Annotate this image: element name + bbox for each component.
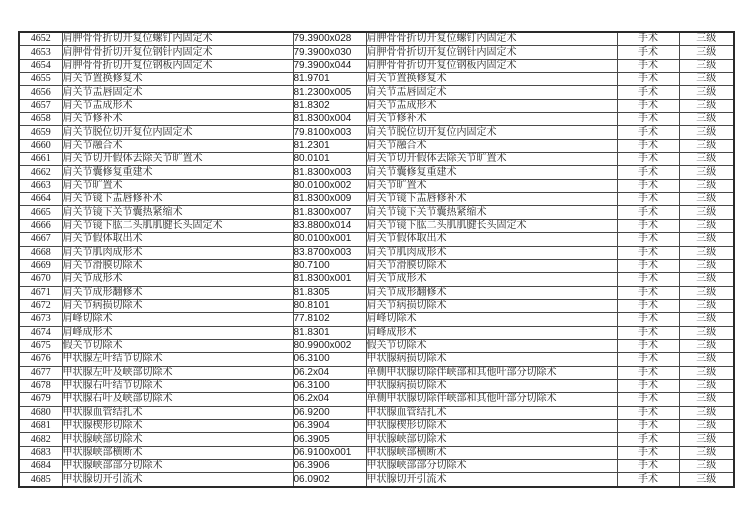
- table-row: [19, 460, 734, 473]
- grade-cell: 三级: [679, 446, 734, 459]
- category-cell: 手术: [617, 32, 679, 46]
- standard-name-cell: 肩关节盂唇固定术: [366, 86, 617, 99]
- category-cell: 手术: [617, 273, 679, 286]
- procedure-name-cell: 肩关节成形翻修术: [62, 286, 293, 299]
- icd9-code-cell: 06.3904: [293, 419, 366, 432]
- category-cell: 手术: [617, 393, 679, 406]
- category-cell: 手术: [617, 99, 679, 112]
- grade-cell: 三级: [679, 73, 734, 86]
- standard-name-cell: 甲状腺病损切除术: [366, 353, 617, 366]
- grade-cell: 三级: [679, 353, 734, 366]
- procedure-name-cell: 甲状腺右叶结节切除术: [62, 379, 293, 392]
- grade-cell: 三级: [679, 166, 734, 179]
- category-cell: 手术: [617, 139, 679, 152]
- procedure-name-cell: 肩关节盂唇固定术: [62, 86, 293, 99]
- standard-name-cell: 肩关节成形术: [366, 273, 617, 286]
- standard-name-cell: 肩关节肌肉成形术: [366, 246, 617, 259]
- table-row: [19, 313, 734, 326]
- icd9-code-cell: 81.8300x004: [293, 113, 366, 126]
- row-number-cell: 4657: [19, 99, 62, 112]
- procedure-name-cell: 肩胛骨骨折切开复位螺钉内固定术: [62, 32, 293, 46]
- table-row: [19, 366, 734, 379]
- row-number-cell: 4683: [19, 446, 62, 459]
- procedure-name-cell: 肩关节切开假体去除关节旷置术: [62, 153, 293, 166]
- row-number-cell: 4660: [19, 139, 62, 152]
- row-number-cell: 4655: [19, 73, 62, 86]
- row-number-cell: 4675: [19, 339, 62, 352]
- grade-cell: 三级: [679, 299, 734, 312]
- table-row: [19, 379, 734, 392]
- standard-name-cell: 肩关节镜下肱二头肌肌腱长头固定术: [366, 219, 617, 232]
- standard-name-cell: 甲状腺血管结扎术: [366, 406, 617, 419]
- row-number-cell: 4671: [19, 286, 62, 299]
- standard-name-cell: 肩关节病损切除术: [366, 299, 617, 312]
- category-cell: 手术: [617, 353, 679, 366]
- category-cell: 手术: [617, 339, 679, 352]
- procedure-name-cell: 肩关节滑膜切除术: [62, 259, 293, 272]
- table-row: [19, 166, 734, 179]
- icd9-code-cell: 81.2300x005: [293, 86, 366, 99]
- grade-cell: 三级: [679, 206, 734, 219]
- category-cell: 手术: [617, 206, 679, 219]
- standard-name-cell: 肩关节镜下盂唇修补术: [366, 193, 617, 206]
- grade-cell: 三级: [679, 433, 734, 446]
- standard-name-cell: 肩关节盂成形术: [366, 99, 617, 112]
- grade-cell: 三级: [679, 393, 734, 406]
- document-page: [18, 31, 735, 488]
- standard-name-cell: 肩关节旷置术: [366, 179, 617, 192]
- category-cell: 手术: [617, 299, 679, 312]
- grade-cell: 三级: [679, 286, 734, 299]
- category-cell: 手术: [617, 219, 679, 232]
- table-row: [19, 99, 734, 112]
- procedure-name-cell: 肩关节脱位切开复位内固定术: [62, 126, 293, 139]
- row-number-cell: 4668: [19, 246, 62, 259]
- icd9-code-cell: 06.3100: [293, 379, 366, 392]
- grade-cell: 三级: [679, 126, 734, 139]
- procedure-name-cell: 甲状腺左叶结节切除术: [62, 353, 293, 366]
- category-cell: 手术: [617, 126, 679, 139]
- icd9-code-cell: 83.8800x014: [293, 219, 366, 232]
- table-row: [19, 406, 734, 419]
- table-row: [19, 433, 734, 446]
- table-row: [19, 473, 734, 487]
- row-number-cell: 4679: [19, 393, 62, 406]
- procedure-name-cell: 肩关节镜下肱二头肌肌腱长头固定术: [62, 219, 293, 232]
- category-cell: 手术: [617, 419, 679, 432]
- category-cell: 手术: [617, 46, 679, 59]
- category-cell: 手术: [617, 233, 679, 246]
- standard-name-cell: 单侧甲状腺切除伴峡部和其他叶部分切除术: [366, 393, 617, 406]
- standard-name-cell: 肩关节假体取出术: [366, 233, 617, 246]
- table-row: [19, 59, 734, 72]
- grade-cell: 三级: [679, 59, 734, 72]
- standard-name-cell: 甲状腺切开引流术: [366, 473, 617, 487]
- procedure-name-cell: 肩关节镜下盂唇修补术: [62, 193, 293, 206]
- standard-name-cell: 肩胛骨骨折切开复位钢针内固定术: [366, 46, 617, 59]
- icd9-code-cell: 06.3100: [293, 353, 366, 366]
- icd9-code-cell: 81.8302: [293, 99, 366, 112]
- standard-name-cell: 甲状腺峡部切除术: [366, 433, 617, 446]
- icd9-code-cell: 81.8300x003: [293, 166, 366, 179]
- row-number-cell: 4685: [19, 473, 62, 487]
- table-row: [19, 46, 734, 59]
- grade-cell: 三级: [679, 113, 734, 126]
- standard-name-cell: 肩关节切开假体去除关节旷置术: [366, 153, 617, 166]
- icd9-code-cell: 81.8301: [293, 326, 366, 339]
- procedure-name-cell: 肩关节旷置术: [62, 179, 293, 192]
- table-row: [19, 299, 734, 312]
- icd9-code-cell: 81.9701: [293, 73, 366, 86]
- standard-name-cell: 肩胛骨骨折切开复位螺钉内固定术: [366, 32, 617, 46]
- grade-cell: 三级: [679, 259, 734, 272]
- table-row: [19, 353, 734, 366]
- procedure-name-cell: 肩关节病损切除术: [62, 299, 293, 312]
- icd9-code-cell: 80.0100x001: [293, 233, 366, 246]
- grade-cell: 三级: [679, 246, 734, 259]
- procedure-name-cell: 甲状腺切开引流术: [62, 473, 293, 487]
- row-number-cell: 4654: [19, 59, 62, 72]
- grade-cell: 三级: [679, 379, 734, 392]
- table-row: [19, 273, 734, 286]
- table-row: [19, 179, 734, 192]
- icd9-code-cell: 79.3900x028: [293, 32, 366, 46]
- category-cell: 手术: [617, 246, 679, 259]
- icd9-code-cell: 80.9900x002: [293, 339, 366, 352]
- table-body: [19, 32, 734, 487]
- table-row: [19, 259, 734, 272]
- icd9-code-cell: 81.8300x009: [293, 193, 366, 206]
- standard-name-cell: 甲状腺峡部部分切除术: [366, 460, 617, 473]
- row-number-cell: 4658: [19, 113, 62, 126]
- icd9-code-cell: 83.8700x003: [293, 246, 366, 259]
- table-row: [19, 393, 734, 406]
- row-number-cell: 4664: [19, 193, 62, 206]
- row-number-cell: 4684: [19, 460, 62, 473]
- row-number-cell: 4680: [19, 406, 62, 419]
- icd9-code-cell: 06.9100x001: [293, 446, 366, 459]
- procedure-name-cell: 甲状腺右叶及峡部切除术: [62, 393, 293, 406]
- row-number-cell: 4682: [19, 433, 62, 446]
- row-number-cell: 4659: [19, 126, 62, 139]
- table-row: [19, 446, 734, 459]
- row-number-cell: 4666: [19, 219, 62, 232]
- category-cell: 手术: [617, 286, 679, 299]
- grade-cell: 三级: [679, 419, 734, 432]
- procedure-name-cell: 肩胛骨骨折切开复位钢板内固定术: [62, 59, 293, 72]
- standard-name-cell: 假关节切除术: [366, 339, 617, 352]
- table-row: [19, 113, 734, 126]
- grade-cell: 三级: [679, 233, 734, 246]
- procedure-name-cell: 肩关节融合术: [62, 139, 293, 152]
- table-row: [19, 86, 734, 99]
- icd9-code-cell: 06.3906: [293, 460, 366, 473]
- procedure-name-cell: 肩胛骨骨折切开复位钢针内固定术: [62, 46, 293, 59]
- icd9-code-cell: 06.0902: [293, 473, 366, 487]
- icd9-code-cell: 06.9200: [293, 406, 366, 419]
- procedure-name-cell: 肩关节置换修复术: [62, 73, 293, 86]
- table-row: [19, 339, 734, 352]
- grade-cell: 三级: [679, 339, 734, 352]
- icd9-code-cell: 06.2x04: [293, 393, 366, 406]
- table-row: [19, 326, 734, 339]
- icd9-code-cell: 77.8102: [293, 313, 366, 326]
- standard-name-cell: 肩关节成形翻修术: [366, 286, 617, 299]
- standard-name-cell: 肩关节修补术: [366, 113, 617, 126]
- grade-cell: 三级: [679, 139, 734, 152]
- table-row: [19, 286, 734, 299]
- procedure-name-cell: 肩关节囊修复重建术: [62, 166, 293, 179]
- row-number-cell: 4662: [19, 166, 62, 179]
- grade-cell: 三级: [679, 32, 734, 46]
- category-cell: 手术: [617, 113, 679, 126]
- procedure-name-cell: 甲状腺峡部部分切除术: [62, 460, 293, 473]
- procedure-name-cell: 肩关节盂成形术: [62, 99, 293, 112]
- category-cell: 手术: [617, 326, 679, 339]
- procedure-name-cell: 肩峰成形术: [62, 326, 293, 339]
- standard-name-cell: 肩关节囊修复重建术: [366, 166, 617, 179]
- standard-name-cell: 甲状腺楔形切除术: [366, 419, 617, 432]
- icd9-code-cell: 06.2x04: [293, 366, 366, 379]
- table-row: [19, 139, 734, 152]
- grade-cell: 三级: [679, 366, 734, 379]
- icd9-code-cell: 80.8101: [293, 299, 366, 312]
- category-cell: 手术: [617, 473, 679, 487]
- category-cell: 手术: [617, 166, 679, 179]
- standard-name-cell: 肩胛骨骨折切开复位钢板内固定术: [366, 59, 617, 72]
- grade-cell: 三级: [679, 46, 734, 59]
- icd9-code-cell: 06.3905: [293, 433, 366, 446]
- standard-name-cell: 肩关节脱位切开复位内固定术: [366, 126, 617, 139]
- procedure-name-cell: 肩关节成形术: [62, 273, 293, 286]
- standard-name-cell: 单侧甲状腺切除伴峡部和其他叶部分切除术: [366, 366, 617, 379]
- grade-cell: 三级: [679, 273, 734, 286]
- icd9-code-cell: 79.8100x003: [293, 126, 366, 139]
- category-cell: 手术: [617, 179, 679, 192]
- grade-cell: 三级: [679, 313, 734, 326]
- standard-name-cell: 甲状腺病损切除术: [366, 379, 617, 392]
- standard-name-cell: 肩关节置换修复术: [366, 73, 617, 86]
- category-cell: 手术: [617, 259, 679, 272]
- category-cell: 手术: [617, 379, 679, 392]
- procedure-name-cell: 甲状腺峡部切除术: [62, 433, 293, 446]
- table-row: [19, 73, 734, 86]
- icd9-code-cell: 81.8300x001: [293, 273, 366, 286]
- table-row: [19, 206, 734, 219]
- grade-cell: 三级: [679, 99, 734, 112]
- table-row: [19, 32, 734, 46]
- procedure-name-cell: 肩关节肌肉成形术: [62, 246, 293, 259]
- category-cell: 手术: [617, 59, 679, 72]
- procedure-name-cell: 甲状腺血管结扎术: [62, 406, 293, 419]
- row-number-cell: 4667: [19, 233, 62, 246]
- standard-name-cell: 肩关节镜下关节囊热紧缩术: [366, 206, 617, 219]
- icd9-code-cell: 81.8305: [293, 286, 366, 299]
- grade-cell: 三级: [679, 193, 734, 206]
- procedure-name-cell: 甲状腺左叶及峡部切除术: [62, 366, 293, 379]
- procedure-name-cell: 肩关节假体取出术: [62, 233, 293, 246]
- category-cell: 手术: [617, 313, 679, 326]
- grade-cell: 三级: [679, 153, 734, 166]
- row-number-cell: 4665: [19, 206, 62, 219]
- row-number-cell: 4661: [19, 153, 62, 166]
- icd9-code-cell: 80.7100: [293, 259, 366, 272]
- category-cell: 手术: [617, 366, 679, 379]
- row-number-cell: 4656: [19, 86, 62, 99]
- row-number-cell: 4674: [19, 326, 62, 339]
- row-number-cell: 4677: [19, 366, 62, 379]
- icd9-code-cell: 81.2301: [293, 139, 366, 152]
- table-row: [19, 246, 734, 259]
- grade-cell: 三级: [679, 179, 734, 192]
- icd9-code-cell: 80.0101: [293, 153, 366, 166]
- standard-name-cell: 甲状腺峡部横断术: [366, 446, 617, 459]
- grade-cell: 三级: [679, 460, 734, 473]
- row-number-cell: 4652: [19, 32, 62, 46]
- table-row: [19, 153, 734, 166]
- grade-cell: 三级: [679, 326, 734, 339]
- table-row: [19, 219, 734, 232]
- icd9-code-cell: 79.3900x044: [293, 59, 366, 72]
- category-cell: 手术: [617, 86, 679, 99]
- row-number-cell: 4673: [19, 313, 62, 326]
- procedure-name-cell: 甲状腺楔形切除术: [62, 419, 293, 432]
- icd9-code-cell: 81.8300x007: [293, 206, 366, 219]
- procedure-name-cell: 假关节切除术: [62, 339, 293, 352]
- row-number-cell: 4670: [19, 273, 62, 286]
- procedure-name-cell: 肩关节修补术: [62, 113, 293, 126]
- row-number-cell: 4669: [19, 259, 62, 272]
- procedure-name-cell: 肩峰切除术: [62, 313, 293, 326]
- icd9-code-cell: 79.3900x030: [293, 46, 366, 59]
- row-number-cell: 4653: [19, 46, 62, 59]
- category-cell: 手术: [617, 460, 679, 473]
- category-cell: 手术: [617, 433, 679, 446]
- row-number-cell: 4672: [19, 299, 62, 312]
- procedure-name-cell: 肩关节镜下关节囊热紧缩术: [62, 206, 293, 219]
- standard-name-cell: 肩峰成形术: [366, 326, 617, 339]
- row-number-cell: 4678: [19, 379, 62, 392]
- category-cell: 手术: [617, 446, 679, 459]
- category-cell: 手术: [617, 406, 679, 419]
- grade-cell: 三级: [679, 86, 734, 99]
- category-cell: 手术: [617, 193, 679, 206]
- procedure-grading-table: [18, 31, 735, 488]
- procedure-name-cell: 甲状腺峡部横断术: [62, 446, 293, 459]
- grade-cell: 三级: [679, 406, 734, 419]
- table-row: [19, 193, 734, 206]
- row-number-cell: 4676: [19, 353, 62, 366]
- grade-cell: 三级: [679, 473, 734, 487]
- grade-cell: 三级: [679, 219, 734, 232]
- category-cell: 手术: [617, 73, 679, 86]
- category-cell: 手术: [617, 153, 679, 166]
- row-number-cell: 4663: [19, 179, 62, 192]
- standard-name-cell: 肩关节滑膜切除术: [366, 259, 617, 272]
- standard-name-cell: 肩峰切除术: [366, 313, 617, 326]
- row-number-cell: 4681: [19, 419, 62, 432]
- standard-name-cell: 肩关节融合术: [366, 139, 617, 152]
- table-row: [19, 419, 734, 432]
- table-row: [19, 126, 734, 139]
- table-row: [19, 233, 734, 246]
- icd9-code-cell: 80.0100x002: [293, 179, 366, 192]
